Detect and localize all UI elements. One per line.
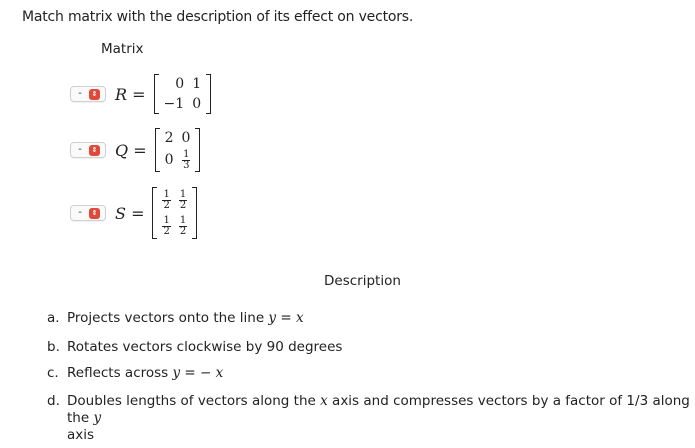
matrix-cell: $\frac{1}{2}$ bbox=[179, 214, 187, 237]
matrix-cell: 2 bbox=[164, 130, 174, 146]
description-item-b bbox=[47, 339, 695, 356]
description-label: a. bbox=[47, 310, 60, 326]
matrix-cell: $\frac{1}{2}$ bbox=[163, 188, 170, 211]
select-value: - bbox=[78, 88, 82, 99]
question-prompt: Match matrix with the description of its effect on vectors. bbox=[22, 9, 414, 25]
description-column-header: Description bbox=[324, 273, 401, 289]
matrix-equation-label: Q = bbox=[115, 140, 147, 160]
matrix-cell: 0 bbox=[192, 96, 202, 112]
description-item-a bbox=[47, 310, 695, 327]
chevron-updown-icon: ⇕ bbox=[89, 89, 100, 100]
matrix-cell: 0 bbox=[175, 76, 185, 92]
match-select-q[interactable] bbox=[70, 142, 106, 158]
description-label: b. bbox=[47, 339, 60, 355]
description-label: d. bbox=[47, 393, 60, 409]
match-select-s[interactable] bbox=[70, 205, 106, 221]
description-item-c bbox=[47, 365, 695, 382]
matrix-equation-label: R = bbox=[115, 84, 146, 104]
matrix-cell: 0 bbox=[164, 152, 174, 168]
description-text: Doubles lengths of vectors along the x axis and compresses vectors by a factor of 1/3 along the y axis bbox=[67, 393, 690, 443]
matrix-equation-label: S = bbox=[115, 203, 145, 223]
chevron-updown-icon: ⇕ bbox=[89, 208, 100, 219]
matrix-cell: $\frac{1}{2}$ bbox=[179, 188, 187, 211]
description-label: c. bbox=[47, 365, 59, 381]
matrix-r bbox=[154, 74, 212, 114]
matrix-q bbox=[155, 128, 201, 172]
matrix-row-s bbox=[70, 187, 197, 239]
matrix-row-r bbox=[70, 74, 211, 114]
description-text: Projects vectors onto the line y = x bbox=[67, 310, 304, 326]
matrix-cell: −1 bbox=[163, 96, 185, 112]
select-value: - bbox=[78, 144, 82, 155]
matrix-row-q bbox=[70, 128, 200, 172]
matrix-cell: $\frac{1}{2}$ bbox=[163, 214, 170, 237]
matrix-cell: $\frac{1}{3}$ bbox=[183, 148, 190, 171]
matrix-cell: 0 bbox=[181, 130, 191, 146]
matrix-column-header: Matrix bbox=[101, 41, 144, 57]
select-value: - bbox=[78, 207, 82, 218]
chevron-updown-icon: ⇕ bbox=[89, 145, 100, 156]
match-select-r[interactable] bbox=[70, 86, 106, 102]
matrix-cell: 1 bbox=[192, 76, 202, 92]
description-item-d bbox=[47, 393, 695, 444]
description-text: Reflects across y = − x bbox=[67, 365, 224, 381]
matrix-s bbox=[152, 187, 197, 239]
description-text: Rotates vectors clockwise by 90 degrees bbox=[67, 339, 343, 355]
